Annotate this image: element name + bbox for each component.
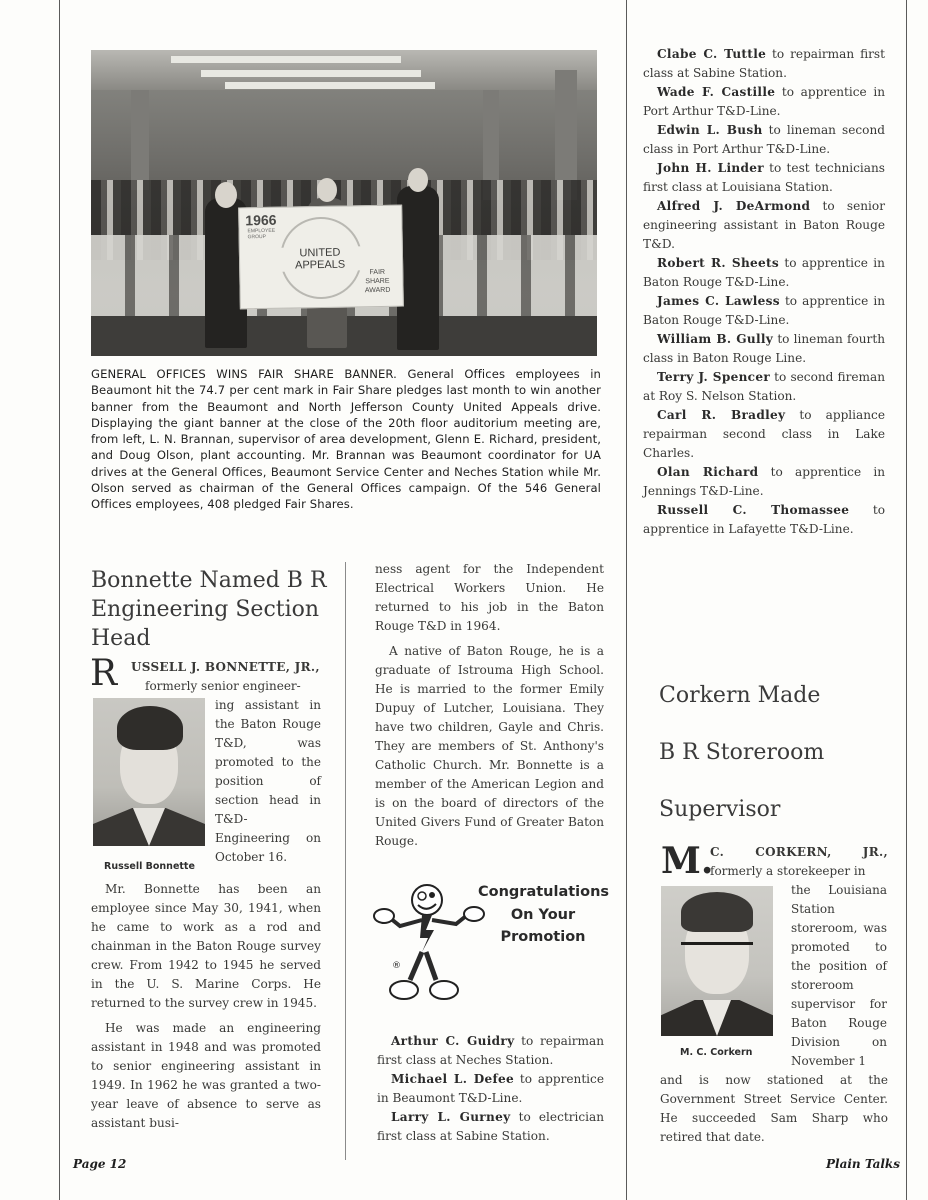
article1-lead-text: formerly senior engineer- (145, 679, 301, 693)
page-border-right (906, 0, 907, 1200)
promotion-text: to test technicians first class at Louisiana Station. (643, 161, 885, 194)
publication-name: Plain Talks (826, 1157, 901, 1171)
promotion-name: Carl R. Bradley (657, 408, 786, 422)
promotion-text: to senior engineering assistant in Baton Rouge T&D. (643, 199, 885, 251)
promotion-item (643, 406, 885, 463)
photo-caption (91, 366, 601, 513)
promotion-name: Larry L. Gurney (391, 1110, 511, 1124)
promotion-item (643, 463, 885, 501)
auditorium-photo (91, 50, 597, 356)
promotion-text: to lineman fourth class in Baton Rouge Line. (643, 332, 885, 365)
promotion-text: to lineman second class in Port Arthur T&D-Line. (643, 123, 885, 156)
promotion-item (377, 1032, 604, 1070)
photo-head (317, 178, 337, 202)
article1-lead-caps: USSELL J. BONNETTE, JR., (131, 660, 320, 674)
promotion-item (643, 330, 885, 368)
promotion-text: to apprentice in Baton Rouge T&D-Line. (643, 256, 885, 289)
promotion-name: Arthur C. Guidry (391, 1034, 515, 1048)
article1-paragraph: A native of Baton Rouge, he is a graduate of Istrouma High School. He is married to the former Emily Dupuy of Lutcher, Louisiana. They have two children, Gayle and Chris. They are members of St. Anthony's Catholic Church. Mr. Bonnette is a member of the American Legion and is on the board of directors of the United Givers Fund of Greater Baton Rouge. (375, 644, 604, 848)
promotion-item (643, 254, 885, 292)
article1-lead (131, 658, 336, 696)
corkern-photo-caption: M. C. Corkern (680, 1047, 753, 1058)
promotion-item (643, 121, 885, 159)
promotion-text: to apprentice in Lafayette T&D-Line. (643, 503, 885, 536)
article2-dropcap: M. (661, 840, 714, 882)
photo-pillar (131, 90, 149, 190)
promotion-name: John H. Linder (657, 161, 764, 175)
promotion-name: James C. Lawless (657, 294, 780, 308)
promotions-list-a (377, 1032, 604, 1146)
promotion-name: Alfred J. DeArmond (657, 199, 811, 213)
article2-lead (710, 843, 888, 881)
banner-title: UNITED APPEALS (274, 246, 366, 272)
page-border-left (59, 0, 60, 1200)
promotion-name: Wade F. Castille (657, 85, 776, 99)
promotion-text: to apprentice in Beaumont T&D-Line. (377, 1072, 604, 1105)
article2-tail-text: and is now stationed at the Government Street Service Center. He succeeded Sam Sharp who retired that date. (660, 1073, 888, 1144)
caption-text: General Offices employees in Beaumont hit the 74.7 per cent mark in Fair Share pledges last month to win another banner from the Beaumont and North Jefferson County United Appeals drive. Displaying the giant banner at the close of the 20th floor auditorium meeting are, from left, L. N. Brannan, supervisor of area development, Glenn E. Richard, president, and Doug Olson, plant accounting. Mr. Brannan was Beaumont coordinator for UA drives at the General Offices, Beaumont Service Center and Neches Station while Mr. Olson served as chairman of the General Offices campaign. Of the 546 General Offices employees, 408 pledged Fair Shares. (91, 367, 601, 512)
article1-paragraph: Mr. Bonnette has been an employee since May 30, 1941, when he came to work as a rod and chainman in the Baton Rouge survey crew. From 1942 to 1945 he served in the U. S. Marine Corps. He returned to the survey crew in 1945. (91, 882, 321, 1010)
article1-paragraph: He was made an engineering assistant in 1948 and was promoted to senior engineering assistant in 1949. In 1962 he was granted a two-year leave of absence to serve as assistant busi- (91, 1021, 321, 1130)
promotion-text: to apprentice in Port Arthur T&D-Line. (643, 85, 885, 118)
caption-headline: GENERAL OFFICES WINS FAIR SHARE BANNER. (91, 367, 397, 381)
article1-paragraph: ness agent for the Independent Electrical Workers Union. He returned to his job in the Baton Rouge T&D in 1964. (375, 562, 604, 633)
column-rule-right (626, 0, 627, 1200)
promotion-item (643, 83, 885, 121)
promotion-name: Terry J. Spencer (657, 370, 770, 384)
promotion-text: to second fireman at Roy S. Nelson Station. (643, 370, 885, 403)
banner-award: FAIR SHARE AWARD (364, 268, 391, 295)
promotion-item (377, 1108, 604, 1146)
promotion-name: Edwin L. Bush (657, 123, 763, 137)
bonnette-photo-caption: Russell Bonnette (104, 861, 195, 872)
banner-year: 1966 (245, 211, 277, 229)
column-rule-middle (345, 562, 346, 1160)
promotion-name: Russell C. Thomassee (657, 503, 850, 517)
promotion-name: William B. Gully (657, 332, 774, 346)
promotion-name: Clabe C. Tuttle (657, 47, 767, 61)
promotion-item (643, 45, 885, 83)
article1-headline: Bonnette Named B R Engineering Section Head (91, 568, 327, 651)
congrats-line: On Your (510, 906, 576, 923)
portrait-hair (117, 706, 183, 750)
promotion-text: to apprentice in Baton Rouge T&D-Line. (643, 294, 885, 327)
article2-headline (659, 667, 899, 838)
article1-wrap-text: ing assistant in the Baton Rouge T&D, was promoted to the position of section head in T&D-Engineering on October 16. (215, 698, 321, 864)
registered-mark: ® (392, 961, 401, 971)
banner-sub: EMPLOYEE GROUP (247, 227, 276, 241)
promotion-text: to appliance repairman second class in Lake Charles. (643, 408, 885, 460)
promotion-text: to repairman first class at Sabine Station. (643, 47, 885, 80)
page-number: Page 12 (73, 1157, 127, 1171)
ceiling-light (225, 82, 435, 89)
portrait-glasses (681, 942, 753, 955)
portrait-hair (681, 892, 753, 932)
promotion-item (643, 368, 885, 406)
ceiling-light (171, 56, 401, 63)
article1-column1 (91, 880, 321, 1139)
photo-head (215, 182, 237, 208)
article2-lead-text: formerly a storekeeper in (710, 864, 866, 878)
corkern-portrait (661, 886, 773, 1036)
photo-person-right (397, 186, 439, 350)
promotion-text: to repairman first class at Neches Station. (377, 1034, 604, 1067)
promotions-list-c (643, 45, 885, 539)
united-appeals-banner (238, 205, 404, 310)
promotion-item (643, 159, 885, 197)
article2-lead-caps: C. CORKERN, JR., (710, 845, 888, 859)
bonnette-portrait (93, 698, 205, 846)
article2-headline-line: B R Storeroom (659, 740, 825, 765)
promotion-item (643, 292, 885, 330)
article2-wrap-text: the Louisiana Station storeroom, was promoted to the position of storeroom supervisor for Baton Rouge Division on November 1 (791, 883, 887, 1068)
reddy-kilowatt-mascot-icon (370, 880, 488, 1010)
article1-column2 (375, 560, 604, 857)
promotion-item (643, 501, 885, 539)
article2-headline-line: Supervisor (659, 797, 781, 822)
promotion-text: to electrician first class at Sabine Station. (377, 1110, 604, 1143)
promotion-item (643, 197, 885, 254)
photo-head (408, 168, 428, 192)
congratulations-heading (478, 881, 608, 949)
promotion-name: Robert R. Sheets (657, 256, 780, 270)
promotion-text: to apprentice in Jennings T&D-Line. (643, 465, 885, 498)
congrats-line: Promotion (500, 929, 586, 945)
ceiling-light (201, 70, 421, 77)
article2-headline-line: Corkern Made (659, 683, 821, 708)
promotion-name: Michael L. Defee (391, 1072, 515, 1086)
promotion-name: Olan Richard (657, 465, 759, 479)
congrats-line: Congratulations (478, 884, 610, 900)
promotion-item (377, 1070, 604, 1108)
article1-dropcap: R (90, 653, 118, 694)
